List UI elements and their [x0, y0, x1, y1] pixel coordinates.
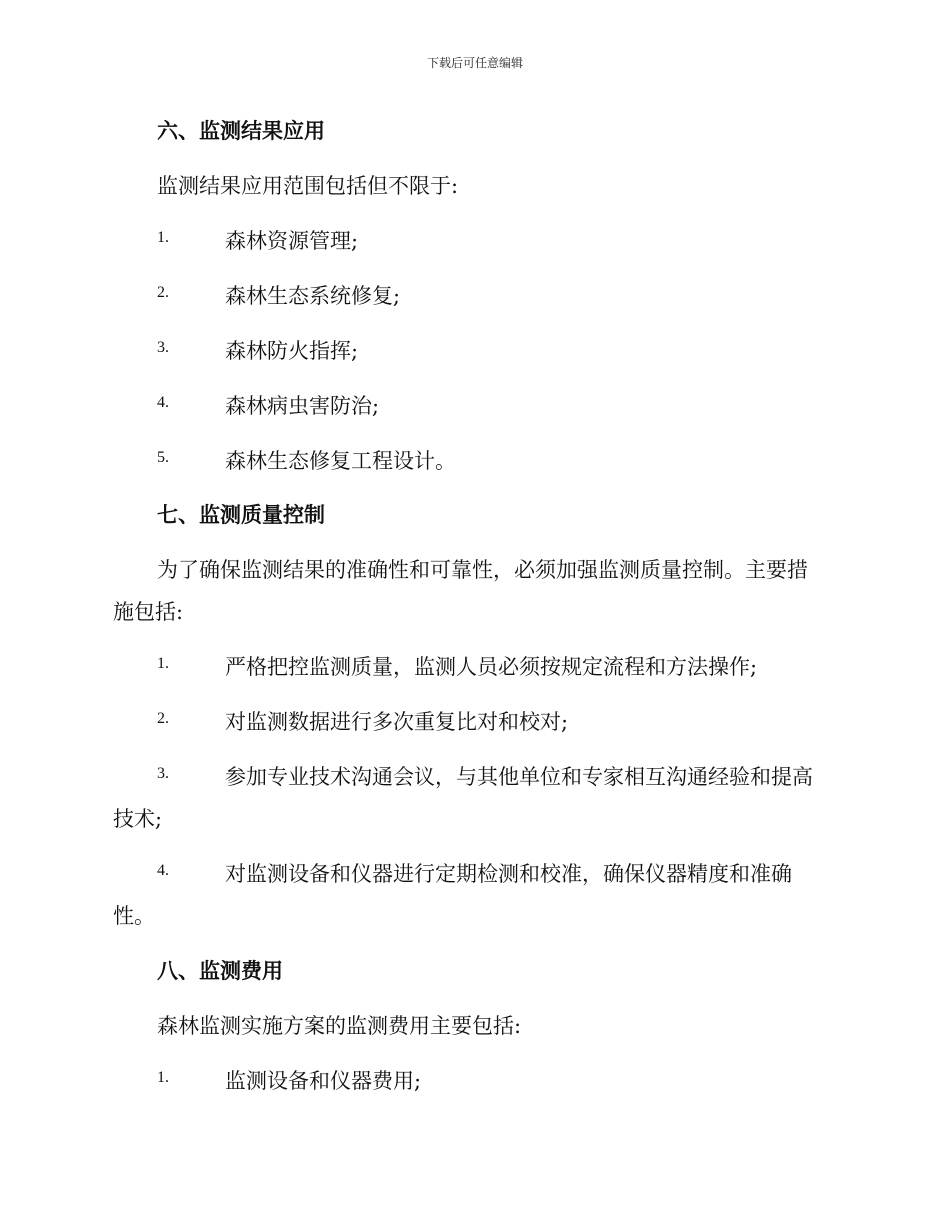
list-item: 对监测设备和仪器进行定期检测和校准，确保仪器精度和准确: [225, 862, 792, 886]
list-item-number: 1.: [157, 1069, 169, 1086]
list-item-number: 3.: [157, 765, 169, 782]
section-7-intro-line2: 施包括:: [113, 600, 184, 624]
list-item-number: 4.: [157, 862, 169, 879]
list-item-number: 2.: [157, 710, 169, 727]
section-8-intro: 森林监测实施方案的监测费用主要包括:: [157, 1014, 522, 1038]
list-item-number: 5.: [157, 449, 169, 466]
list-item-number: 1.: [157, 229, 169, 246]
section-heading-8: 八、监测费用: [157, 959, 283, 983]
list-item: 森林生态修复工程设计。: [225, 449, 456, 473]
list-item: 森林防火指挥;: [225, 339, 359, 363]
section-7-intro-line1: 为了确保监测结果的准确性和可靠性，必须加强监测质量控制。主要措: [157, 558, 808, 582]
list-item-continuation: 性。: [113, 904, 155, 928]
page-header-note: 下载后可任意编辑: [426, 56, 523, 70]
section-heading-6: 六、监测结果应用: [157, 119, 325, 143]
list-item-number: 4.: [157, 394, 169, 411]
list-item: 对监测数据进行多次重复比对和校对;: [225, 710, 569, 734]
list-item-number: 2.: [157, 284, 169, 301]
list-item: 监测设备和仪器费用;: [225, 1069, 422, 1093]
list-item: 森林生态系统修复;: [225, 284, 401, 308]
list-item-continuation: 技术;: [113, 807, 163, 831]
list-item-number: 1.: [157, 655, 169, 672]
section-6-intro: 监测结果应用范围包括但不限于:: [157, 174, 459, 198]
list-item-number: 3.: [157, 339, 169, 356]
list-item: 森林资源管理;: [225, 229, 359, 253]
section-heading-7: 七、监测质量控制: [157, 503, 325, 527]
list-item: 严格把控监测质量，监测人员必须按规定流程和方法操作;: [225, 655, 758, 679]
list-item: 森林病虫害防治;: [225, 394, 380, 418]
list-item: 参加专业技术沟通会议，与其他单位和专家相互沟通经验和提高: [225, 765, 813, 789]
